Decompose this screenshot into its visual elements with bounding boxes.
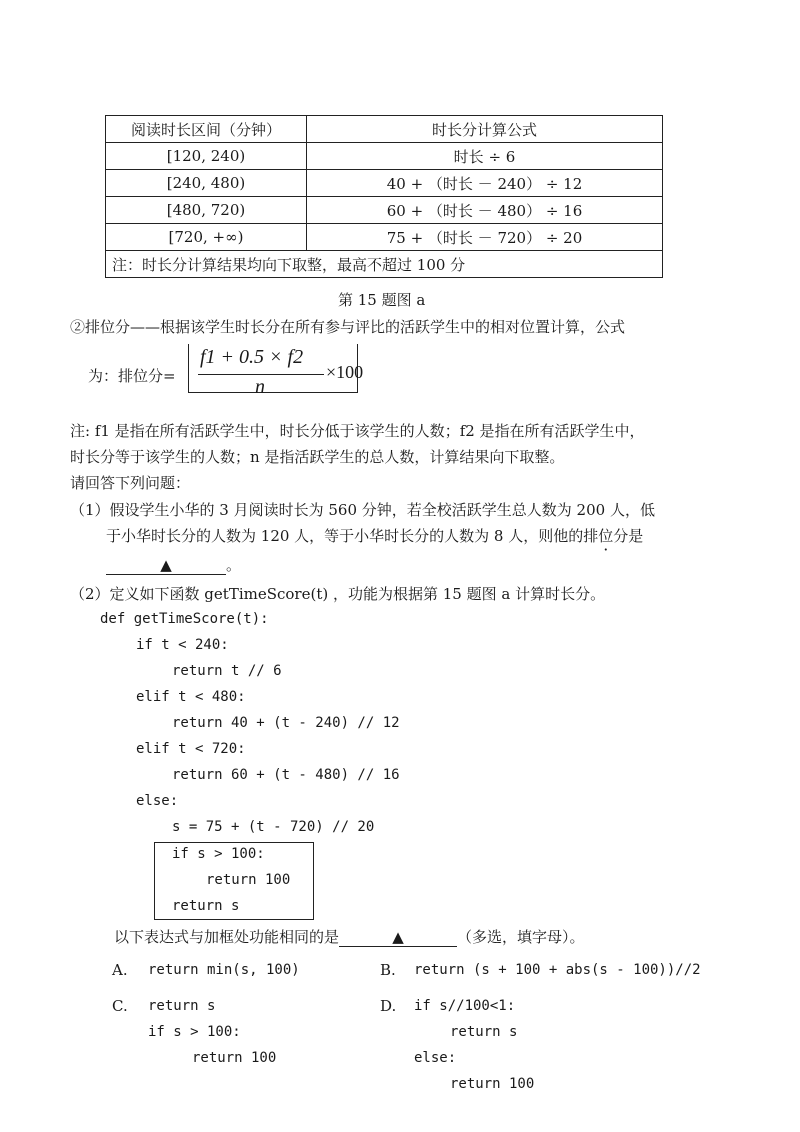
note-line-1: 注: f1 是指在所有活跃学生中，时长分低于该学生的人数；f2 是指在所有活跃学生中，: [70, 422, 645, 440]
code-line: else:: [136, 793, 179, 809]
q2-question-suffix: （多选，填字母）。: [457, 928, 585, 946]
table-header-cell: 阅读时长区间（分钟）: [106, 116, 307, 143]
table-cell: 时长 ÷ 6: [307, 143, 663, 170]
code-line: return 40 + (t - 240) // 12: [172, 715, 400, 731]
table-header-cell: 时长分计算公式: [307, 116, 663, 143]
table-note: 注：时长分计算结果均向下取整，最高不超过 100 分: [106, 251, 663, 278]
q1-line-2: [106, 525, 643, 546]
formula-denominator: n: [255, 376, 265, 398]
prompt-text: 请回答下列问题：: [70, 474, 191, 492]
q1-line-1: （1）假设学生小华的 3 月阅读时长为 560 分钟，若全校活跃学生总人数为 200 人，低: [70, 501, 655, 519]
code-line: s = 75 + (t - 720) // 20: [172, 819, 375, 835]
formula-multiplier: ×100: [326, 362, 364, 382]
table-cell: [480, 720): [106, 197, 307, 224]
code-line: return 60 + (t - 480) // 16: [172, 767, 400, 783]
option-d-line: if s//100<1:: [414, 998, 516, 1014]
q2-question-prefix: 以下表达式与加框处功能相同的是: [114, 928, 340, 946]
option-c-line: return s: [148, 998, 216, 1014]
table-row: [106, 170, 663, 197]
table-cell: [720, +∞): [106, 224, 307, 251]
q1-emphasis-text: 排位分: [583, 527, 629, 545]
option-a-line: return min(s, 100): [148, 962, 300, 978]
option-c-label: C.: [112, 997, 128, 1015]
code-line: return t // 6: [172, 663, 282, 679]
code-line: return 100: [206, 872, 291, 888]
q2-intro: （2）定义如下函数 getTimeScore(t) ，功能为根据第 15 题图 a 计算时长分。: [70, 585, 606, 603]
code-line: elif t < 720:: [136, 741, 246, 757]
code-line: if t < 240:: [136, 637, 229, 653]
code-line: return s: [172, 898, 240, 914]
option-b-line: return (s + 100 + abs(s - 100))//2: [414, 962, 701, 978]
rank-intro: ②排位分——根据该学生时长分在所有参与评比的活跃学生中的相对位置计算，公式: [70, 318, 626, 336]
option-b-label: B.: [380, 961, 396, 979]
table-row: [106, 143, 663, 170]
fraction-bar: [198, 374, 324, 375]
option-c-line: return 100: [192, 1050, 277, 1066]
code-line: if s > 100:: [172, 846, 265, 862]
table-row: [106, 197, 663, 224]
table-note-row: [106, 251, 663, 278]
table-cell: [120, 240): [106, 143, 307, 170]
note-line-2: 时长分等于该学生的人数；n 是指活跃学生的总人数，计算结果向下取整。: [70, 448, 565, 466]
code-line: def getTimeScore(t):: [100, 611, 269, 627]
formula-prefix: 为：排位分=: [88, 367, 176, 385]
option-c-line: if s > 100:: [148, 1024, 241, 1040]
option-d-label: D.: [380, 997, 397, 1015]
q2-answer-blank[interactable]: ▲: [339, 928, 457, 947]
time-score-table: [105, 115, 663, 278]
table-row: [106, 224, 663, 251]
table-cell: 60 + （时长 － 480） ÷ 16: [307, 197, 663, 224]
table-cell: 40 + （时长 － 240） ÷ 12: [307, 170, 663, 197]
table-cell: 75 + （时长 － 720） ÷ 20: [307, 224, 663, 251]
q1-line-2-main: 于小华时长分的人数为 120 人，等于小华时长分的人数为 8 人，则他的: [106, 527, 584, 545]
formula-numerator: f1 + 0.5 × f2: [200, 346, 304, 368]
option-d-line: return s: [450, 1024, 518, 1040]
q1-answer-line: [106, 554, 241, 575]
q1-end: 。: [226, 556, 242, 574]
option-a-label: A.: [112, 961, 128, 979]
q1-line-2-end: 是: [628, 527, 644, 545]
code-line: elif t < 480:: [136, 689, 246, 705]
table-cell: [240, 480): [106, 170, 307, 197]
figure-caption: 第 15 题图 a: [338, 291, 426, 309]
table-header-row: [106, 116, 663, 143]
option-d-line: else:: [414, 1050, 457, 1066]
q1-answer-blank[interactable]: ▲: [106, 556, 226, 575]
q2-question: [114, 926, 585, 947]
option-d-line: return 100: [450, 1076, 535, 1092]
